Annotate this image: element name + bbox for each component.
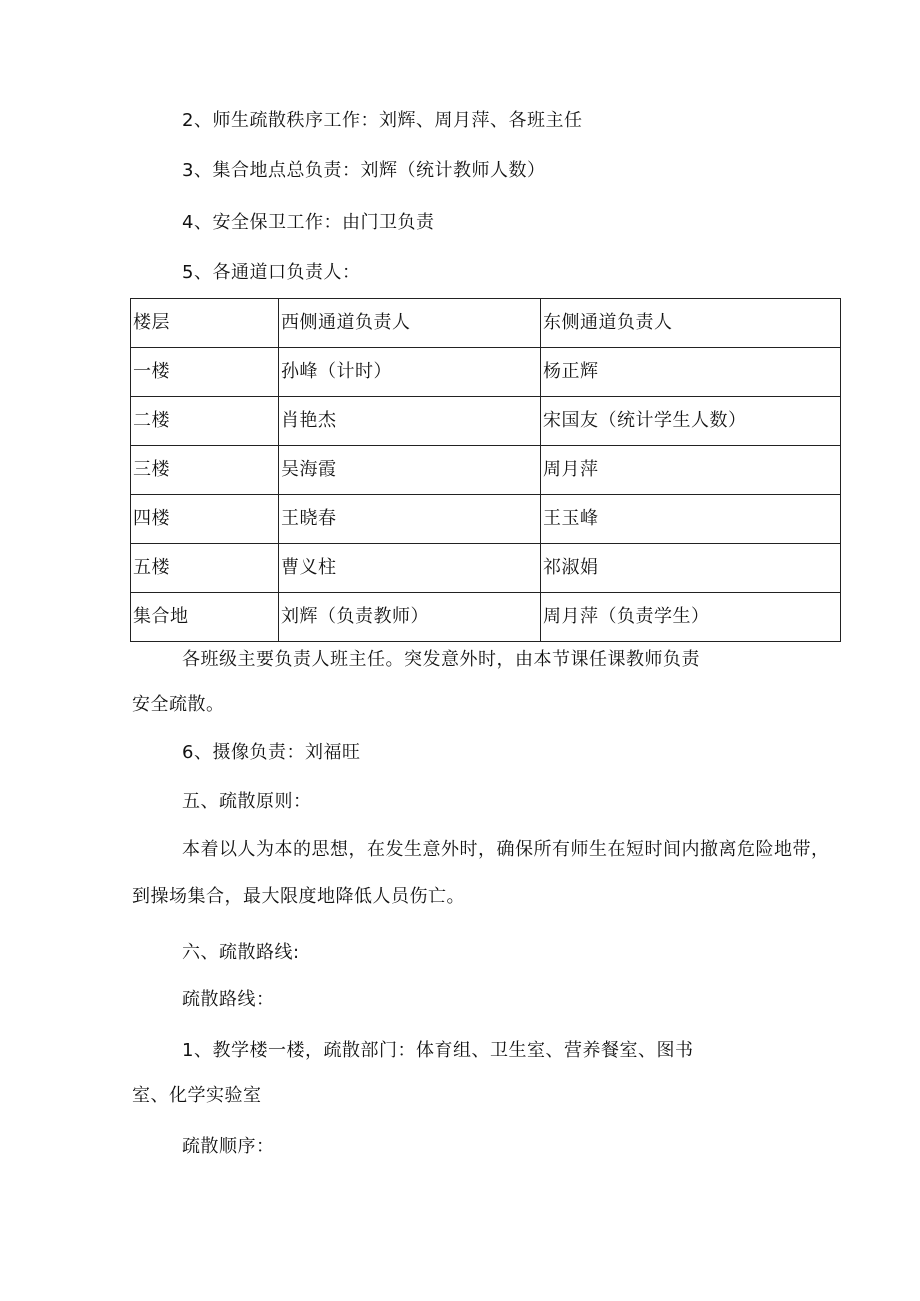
header-west-passage: 西侧通道负责人 <box>279 299 541 348</box>
cell-east: 王玉峰 <box>541 495 841 544</box>
cell-floor: 一楼 <box>131 348 279 397</box>
section-5-title: 五、疏散原则： <box>182 791 312 812</box>
cell-east: 周月萍 <box>541 446 841 495</box>
cell-floor: 集合地 <box>131 593 279 642</box>
cell-floor: 二楼 <box>131 397 279 446</box>
header-floor: 楼层 <box>131 299 279 348</box>
table-row <box>131 348 841 397</box>
cell-east: 杨正辉 <box>541 348 841 397</box>
item-5-passage-leads: 5、各通道口负责人： <box>182 262 361 283</box>
note-line-1: 各班级主要负责人班主任。突发意外时，由本节课任课教师负责 <box>182 649 700 670</box>
cell-west: 吴海霞 <box>279 446 541 495</box>
table-row <box>131 495 841 544</box>
header-east-passage: 东侧通道负责人 <box>541 299 841 348</box>
cell-floor: 五楼 <box>131 544 279 593</box>
passage-responsibility-table <box>130 298 841 642</box>
table-row <box>131 446 841 495</box>
item-4-security: 4、安全保卫工作：由门卫负责 <box>182 212 435 233</box>
note-line-2: 安全疏散。 <box>132 694 225 715</box>
item-2-evacuation-order: 2、师生疏散秩序工作：刘辉、周月萍、各班主任 <box>182 110 583 131</box>
cell-west: 曹义柱 <box>279 544 541 593</box>
cell-west: 孙峰（计时） <box>279 348 541 397</box>
item-6-camera: 6、摄像负责：刘福旺 <box>182 742 361 763</box>
route-item-1-line-1: 1、教学楼一楼，疏散部门：体育组、卫生室、营养餐室、图书 <box>182 1040 694 1061</box>
section-5-body-line-2: 到操场集合，最大限度地降低人员伤亡。 <box>132 886 465 907</box>
cell-east: 宋国友（统计学生人数） <box>541 397 841 446</box>
cell-west: 肖艳杰 <box>279 397 541 446</box>
cell-west: 刘辉（负责教师） <box>279 593 541 642</box>
route-item-1-line-2: 室、化学实验室 <box>132 1085 262 1106</box>
evacuation-order-label: 疏散顺序： <box>182 1136 275 1157</box>
table-header-row <box>131 299 841 348</box>
table-row <box>131 593 841 642</box>
cell-east: 祁淑娟 <box>541 544 841 593</box>
table-row <box>131 544 841 593</box>
item-3-assembly-lead: 3、集合地点总负责：刘辉（统计教师人数） <box>182 160 546 181</box>
table-row <box>131 397 841 446</box>
section-6-subtitle: 疏散路线： <box>182 989 275 1010</box>
section-6-title: 六、疏散路线: <box>182 942 300 963</box>
cell-floor: 三楼 <box>131 446 279 495</box>
cell-east: 周月萍（负责学生） <box>541 593 841 642</box>
section-5-body-line-1: 本着以人为本的思想，在发生意外时，确保所有师生在短时间内撤离危险地带， <box>182 839 830 860</box>
cell-floor: 四楼 <box>131 495 279 544</box>
cell-west: 王晓春 <box>279 495 541 544</box>
